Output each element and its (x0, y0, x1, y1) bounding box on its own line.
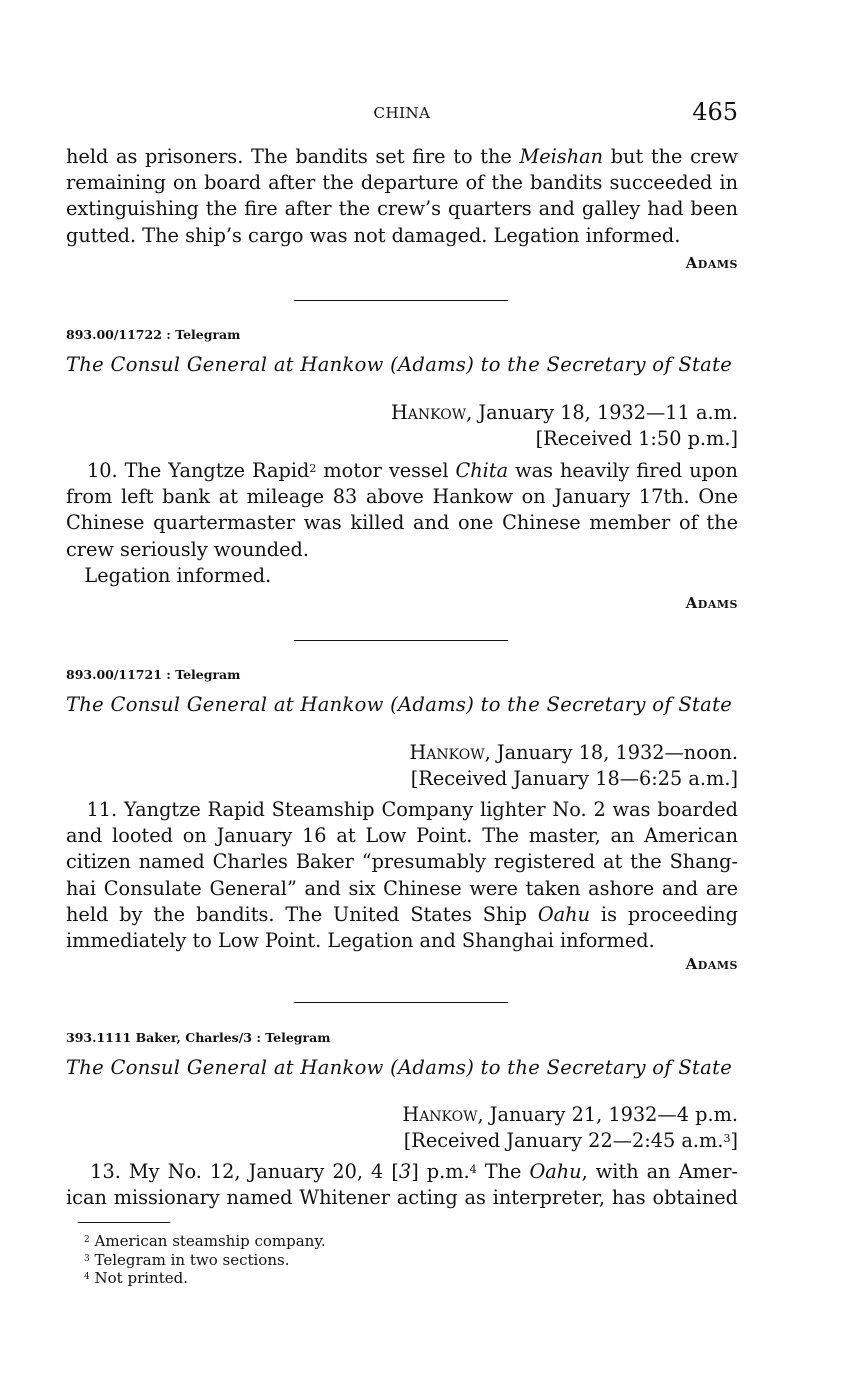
text-line: 11. Yangtze Rapid Steamship Company lighter No. 2 was boarded (86, 798, 738, 821)
footnote-divider (78, 1222, 170, 1223)
received-note: [Received January 18—6:25 a.m.] (410, 767, 738, 790)
text-line: Chinese quartermaster was killed and one Chinese member of the (66, 511, 738, 535)
text-line: Legation informed. (84, 563, 272, 587)
received-note: [Received 1:50 p.m.] (535, 427, 738, 450)
telegram-body (66, 797, 738, 954)
text-line: and looted on January 16 at Low Point. The master, an American (66, 824, 738, 848)
intro-paragraph (66, 144, 738, 249)
dateline: Hankow, January 21, 1932—4 p.m. (402, 1103, 738, 1126)
text-line: crew seriously wounded. (66, 537, 310, 561)
section-divider (294, 300, 508, 301)
page-header (66, 100, 738, 130)
text-line: gutted. The ship’s cargo was not damaged. Legation informed. (66, 223, 681, 247)
text-line: 13. My No. 12, January 20, 4 [3] p.m.$^4$ The Oahu, with an Amer- (90, 1160, 738, 1183)
page-number: 465 (692, 98, 738, 126)
section-divider (294, 1002, 508, 1003)
telegram-body (66, 458, 738, 589)
document-title: The Consul General at Hankow (Adams) to the Secretary of State (66, 353, 733, 376)
text-line: 10. The Yangtze Rapid$^2$ motor vessel Chita was heavily fired upon (86, 459, 738, 482)
text-line: held by the bandits. The United States Ship Oahu is proceeding (66, 902, 738, 926)
document-title: The Consul General at Hankow (Adams) to the Secretary of State (66, 693, 733, 716)
file-reference: 393.1111 Baker, Charles/3 : Telegram (66, 1030, 331, 1045)
text-line: extinguishing the fire after the crew’s quarters and galley had been (66, 197, 738, 221)
text-line: held as prisoners. The bandits set fire to the Meishan but the crew (66, 145, 739, 168)
footnote: $^3$ Telegram in two sections. (84, 1250, 290, 1269)
text-line: hai Consulate General” and six Chinese were taken ashore and are (66, 876, 738, 900)
document-title: The Consul General at Hankow (Adams) to the Secretary of State (66, 1056, 733, 1079)
signature: Adams (685, 955, 738, 973)
received-note: [Received January 22—2:45 a.m.$^3$] (403, 1129, 738, 1152)
file-reference: 893.00/11722 : Telegram (66, 327, 241, 342)
footnotes (84, 1232, 326, 1288)
signature: Adams (685, 594, 738, 612)
text-line: citizen named Charles Baker “presumably registered at the Shang- (66, 850, 738, 874)
file-reference: 893.00/11721 : Telegram (66, 667, 241, 682)
signature: Adams (685, 254, 738, 272)
text-line: immediately to Low Point. Legation and Shanghai informed. (66, 929, 655, 953)
section-divider (294, 640, 508, 641)
telegram-body (66, 1159, 738, 1211)
footnote: $^4$ Not printed. (84, 1269, 188, 1287)
dateline: Hankow, January 18, 1932—11 a.m. (390, 401, 738, 424)
dateline: Hankow, January 18, 1932—noon. (409, 741, 738, 764)
text-line: remaining on board after the departure of the bandits succeeded in (66, 171, 738, 195)
footnote: $^2$ American steamship company. (84, 1232, 326, 1250)
text-line: ican missionary named Whitener acting as interpreter, has obtained (66, 1186, 738, 1210)
running-title: CHINA (373, 104, 431, 122)
text-line: from left bank at mileage 83 above Hankow on January 17th. One (66, 485, 738, 509)
